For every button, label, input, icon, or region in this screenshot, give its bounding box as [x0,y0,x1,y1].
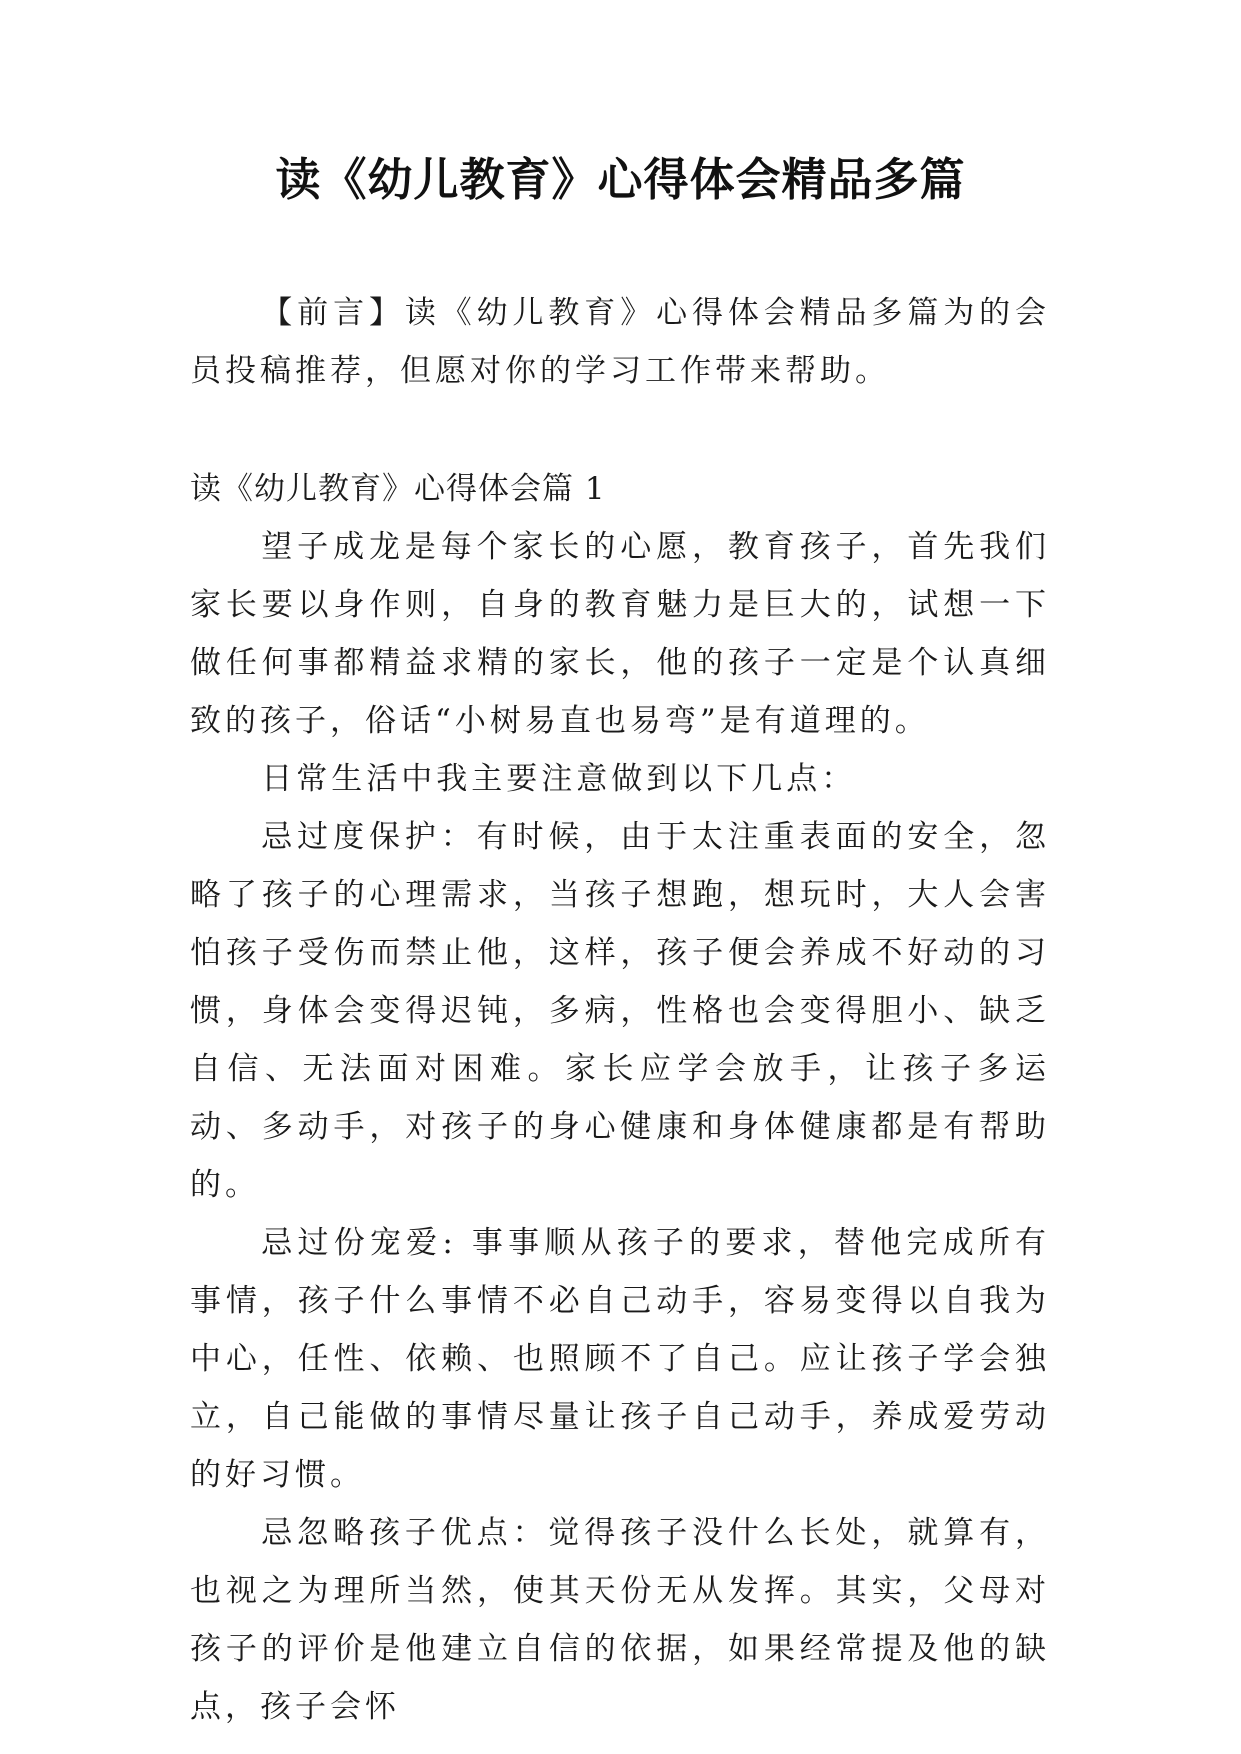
body-paragraph: 忌过份宠爱: 事事顺从孩子的要求，替他完成所有事情，孩子什么事情不必自己动手，容易变得以自我为中心，任性、依赖、也照顾不了自己。应让孩子学会独立，自己能做的事情尽量让孩子自己动手，养成爱劳动的好习惯。 [190,1225,1050,1493]
document-body [190,284,1050,1736]
body-paragraph: 忌过度保护：有时候，由于太注重表面的安全，忽略了孩子的心理需求，当孩子想跑，想玩时，大人会害怕孩子受伤而禁止他，这样，孩子便会养成不好动的习惯，身体会变得迟钝，多病，性格也会变得胆小、缺乏自信、无法面对困难。家长应学会放手，让孩子多运动、多动手，对孩子的身心健康和身体健康都是有帮助的。 [190,819,1050,1203]
body-paragraph: 望子成龙是每个家长的心愿，教育孩子，首先我们家长要以身作则，自身的教育魅力是巨大的，试想一下做任何事都精益求精的家长，他的孩子一定是个认真细致的孩子，俗话“小树易直也易弯”是有道理的。 [190,529,1050,739]
preface-paragraph: 【前言】读《幼儿教育》心得体会精品多篇为的会员投稿推荐，但愿对你的学习工作带来帮助。 [190,295,1050,389]
body-paragraph: 忌忽略孩子优点：觉得孩子没什么长处，就算有，也视之为理所当然，使其天份无从发挥。其实，父母对孩子的评价是他建立自信的依据，如果经常提及他的缺点，孩子会怀 [190,1515,1050,1725]
body-paragraph: 日常生活中我主要注意做到以下几点： [261,761,857,797]
document-title: 读《幼儿教育》心得体会精品多篇 [275,153,966,206]
section-heading: 读《幼儿教育》心得体会篇 1 [190,471,606,507]
